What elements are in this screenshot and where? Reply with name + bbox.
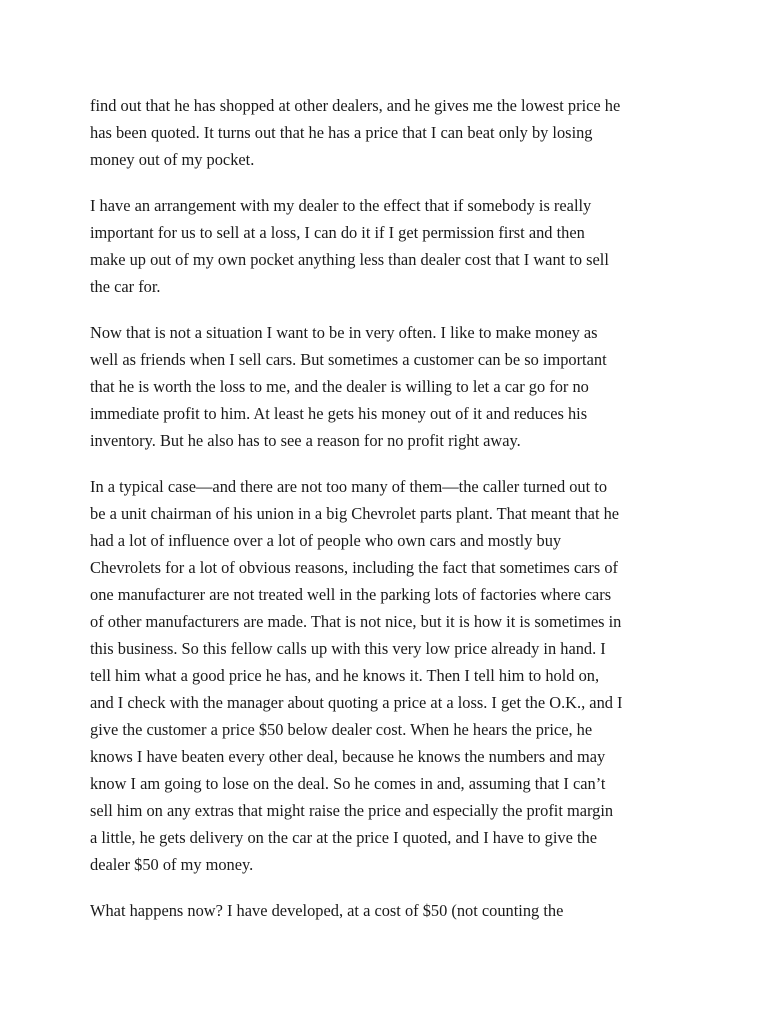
text-line: knows I have beaten every other deal, because he knows the numbers and may	[90, 747, 606, 766]
text-line: know I am going to lose on the deal. So he comes in and, assuming that I can’t	[90, 774, 606, 793]
text-line: tell him what a good price he has, and he knows it. Then I tell him to hold on,	[90, 666, 600, 685]
paragraph-1	[90, 92, 690, 173]
text-line: this business. So this fellow calls up with this very low price already in hand. I	[90, 639, 606, 658]
text-line: one manufacturer are not treated well in the parking lots of factories where cars	[90, 585, 612, 604]
text-line: important for us to sell at a loss, I can do it if I get permission first and then	[90, 223, 585, 242]
text-line: find out that he has shopped at other dealers, and he gives me the lowest price he	[90, 96, 621, 115]
text-line: money out of my pocket.	[90, 150, 255, 169]
text-line: the car for.	[90, 277, 161, 296]
text-line: had a lot of influence over a lot of people who own cars and mostly buy	[90, 531, 562, 550]
text-line: sell him on any extras that might raise the price and especially the profit margin	[90, 801, 614, 820]
paragraph-3	[90, 319, 690, 454]
text-line: Now that is not a situation I want to be in very often. I like to make money as	[90, 323, 598, 342]
text-line: inventory. But he also has to see a reason for no profit right away.	[90, 431, 521, 450]
text-line: dealer $50 of my money.	[90, 855, 254, 874]
text-line: a little, he gets delivery on the car at the price I quoted, and I have to give the	[90, 828, 598, 847]
text-line: What happens now? I have developed, at a cost of $50 (not counting the	[90, 901, 564, 920]
text-line: In a typical case—and there are not too many of them—the caller turned out to	[90, 477, 608, 496]
text-line: that he is worth the loss to me, and the dealer is willing to let a car go for no	[90, 377, 589, 396]
paragraph-2	[90, 192, 690, 300]
text-line: has been quoted. It turns out that he has a price that I can beat only by losing	[90, 123, 593, 142]
text-line: I have an arrangement with my dealer to the effect that if somebody is really	[90, 196, 592, 215]
paragraph-4	[90, 473, 690, 878]
text-line: make up out of my own pocket anything less than dealer cost that I want to sell	[90, 250, 609, 269]
text-line: give the customer a price $50 below dealer cost. When he hears the price, he	[90, 720, 593, 739]
text-line: Chevrolets for a lot of obvious reasons, including the fact that sometimes cars of	[90, 558, 619, 577]
text-line: of other manufacturers are made. That is not nice, but it is how it is sometimes in	[90, 612, 622, 631]
text-line: and I check with the manager about quoting a price at a loss. I get the O.K., and I	[90, 693, 623, 712]
text-line: well as friends when I sell cars. But sometimes a customer can be so important	[90, 350, 607, 369]
text-line: immediate profit to him. At least he gets his money out of it and reduces his	[90, 404, 588, 423]
text-line: be a unit chairman of his union in a big Chevrolet parts plant. That meant that he	[90, 504, 620, 523]
paragraph-5	[90, 897, 690, 924]
document-body	[90, 92, 690, 943]
